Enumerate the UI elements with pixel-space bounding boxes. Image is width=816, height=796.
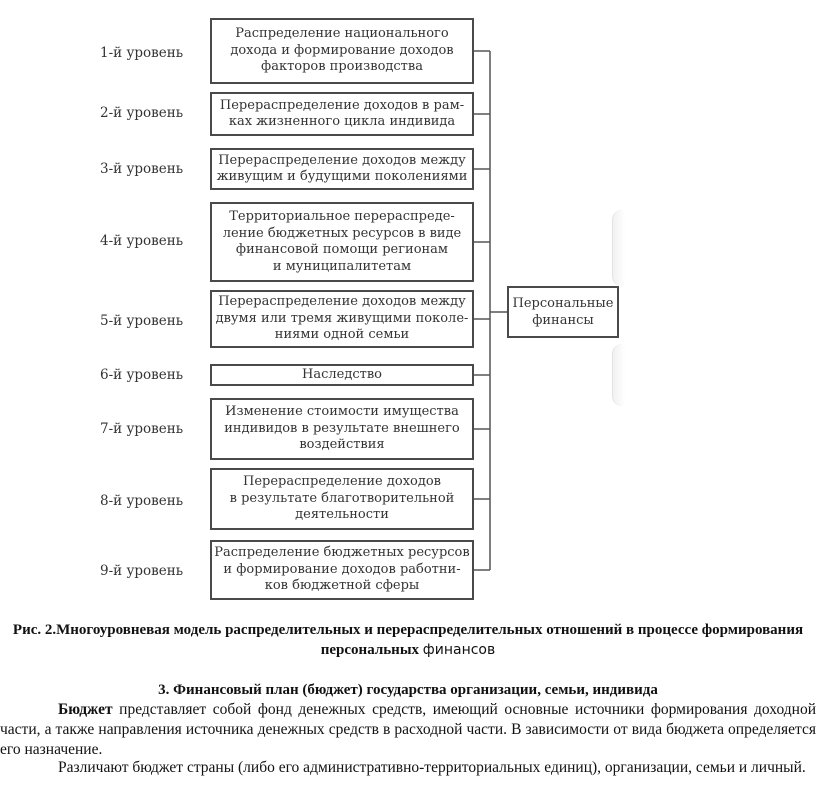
level-label-3: 3-й уровень	[100, 161, 184, 177]
level-box-7: Изменение стоимости имущества индивидов в результате внешнего воздействия	[210, 398, 474, 460]
level-box-9: Распределение бюджетных ресурсов и формирование доходов работни- ков бюджетной сферы	[210, 540, 474, 600]
level-label-6: 6-й уровень	[100, 367, 184, 383]
level-box-1: Распределение национального дохода и формирование доходов факторов производства	[210, 18, 474, 84]
budget-definition-text: представляет собой фонд денежных средств, имеющий основные источники формирования доходной части, а также направления источника денежных средств в расходной части. В зависимости от вида бюджета определяется его назначение.	[0, 701, 816, 758]
level-box-5: Перераспределение доходов между двумя или тремя живущими поколе- ниями одной семьи	[210, 290, 474, 348]
level-box-8: Перераспределение доходов в результате благотворительной деятельности	[210, 468, 474, 530]
level-box-3: Перераспределение доходов между живущим и будущими поколениями	[210, 148, 474, 190]
figure-caption	[0, 620, 816, 660]
page-edge-shadow-1	[612, 210, 625, 286]
level-label-9: 9-й уровень	[100, 563, 184, 579]
paragraph-budget-definition	[0, 700, 816, 760]
page-edge-shadow-2	[612, 344, 625, 406]
paragraph-budget-types: Различают бюджет страны (либо его административно-территориальных единиц), организации, семьи и личный.	[58, 759, 806, 776]
personal-finance-box: Персональные финансы	[507, 286, 619, 338]
level-label-5: 5-й уровень	[100, 313, 184, 329]
level-label-7: 7-й уровень	[100, 421, 184, 437]
caption-bold-text: Рис. 2.Многоуровневая модель распределительных и перераспределительных отношений в процессе формирования персональных	[12, 622, 804, 658]
level-label-8: 8-й уровень	[100, 493, 184, 509]
caption-normal-text: финансов	[422, 642, 496, 658]
level-box-6: Наследство	[210, 364, 474, 386]
level-box-2: Перераспределение доходов в рам- ках жизненного цикла индивида	[210, 92, 474, 136]
level-label-1: 1-й уровень	[100, 45, 184, 61]
section-heading: 3. Финансовый план (бюджет) государства организации, семьи, индивида	[158, 682, 658, 698]
level-label-2: 2-й уровень	[100, 105, 184, 121]
term-budget: Бюджет	[58, 701, 113, 718]
level-label-4: 4-й уровень	[100, 233, 184, 249]
level-box-4: Территориальное перераспреде- ление бюджетных ресурсов в виде финансовой помощи регионам и муниципалитетам	[210, 202, 474, 282]
